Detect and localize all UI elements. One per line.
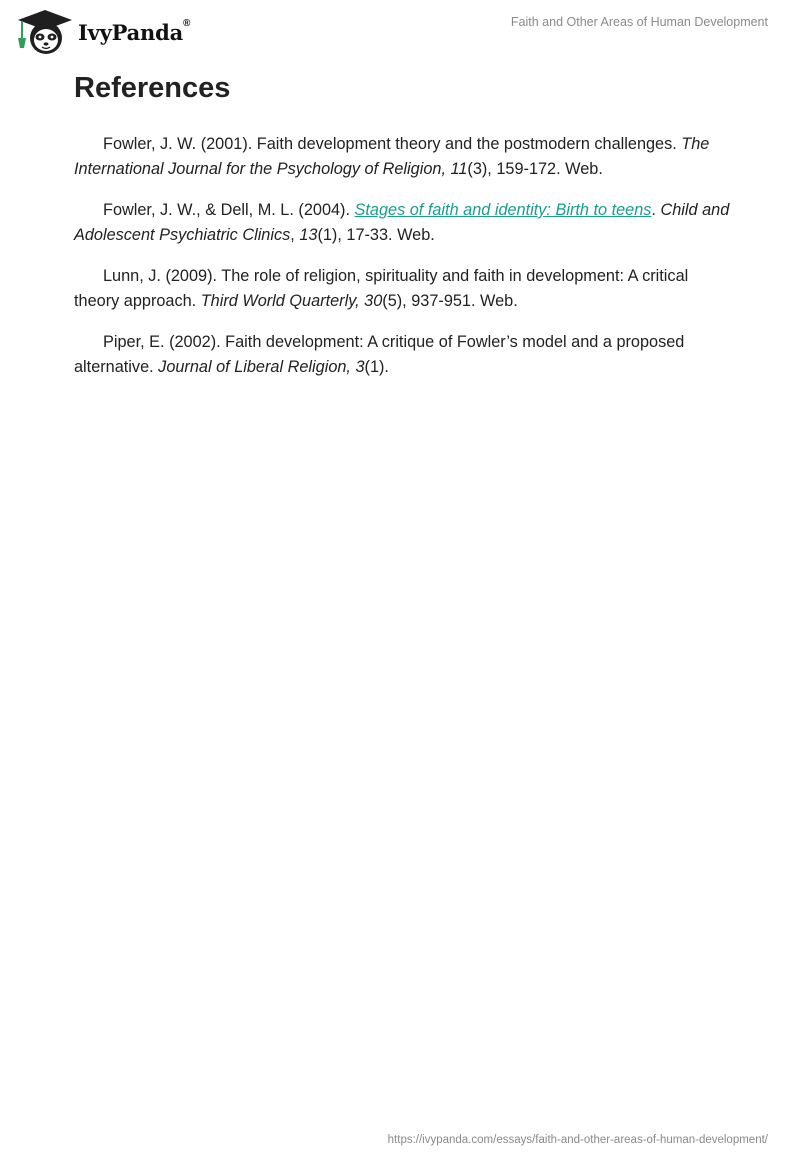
reference-item: Fowler, J. W., & Dell, M. L. (2004). Stages of faith and identity: Birth to teens. Child and Adolescent Psychiatric Clinics, 13(1), 17-33. Web. bbox=[74, 201, 730, 244]
reference-link[interactable]: Stages of faith and identity: Birth to teens bbox=[354, 201, 652, 219]
panda-graduation-cap-icon bbox=[16, 8, 74, 56]
reference-item: Fowler, J. W. (2001). Faith development theory and the postmodern challenges. The International Journal for the Psychology of Religion, 11(3), 159-172. Web. bbox=[74, 135, 710, 178]
page-title: References bbox=[74, 72, 231, 104]
references-list bbox=[74, 132, 734, 396]
document-title: Faith and Other Areas of Human Development bbox=[510, 15, 768, 29]
brand-name: IvyPanda® bbox=[78, 17, 191, 45]
page-header bbox=[0, 0, 800, 64]
reference-item: Lunn, J. (2009). The role of religion, spirituality and faith in development: A critical theory approach. Third World Quarterly, 30(5), 937-951. Web. bbox=[74, 267, 689, 310]
footer-url[interactable]: https://ivypanda.com/essays/faith-and-other-areas-of-human-development/ bbox=[387, 1134, 768, 1146]
ivypanda-logo[interactable] bbox=[16, 8, 190, 56]
reference-item: Piper, E. (2002). Faith development: A critique of Fowler’s model and a proposed alternative. Journal of Liberal Religion, 3(1). bbox=[74, 333, 685, 376]
